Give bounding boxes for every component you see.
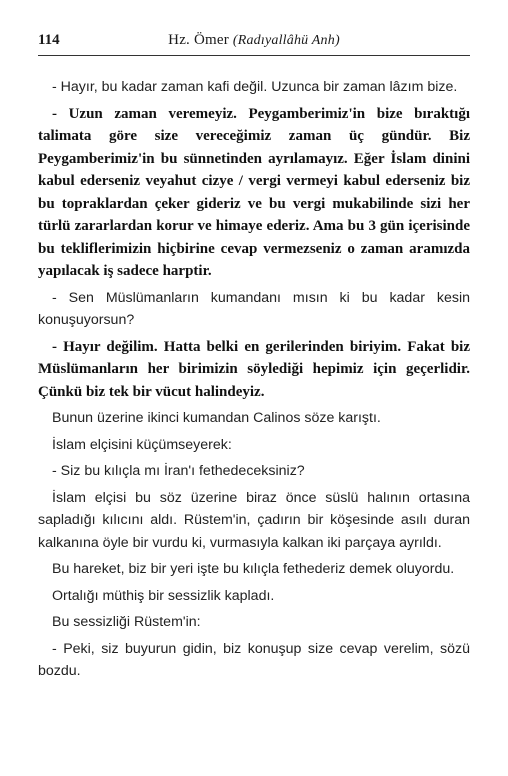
paragraph: Ortalığı müthiş bir sessizlik kapladı.	[52, 587, 275, 604]
page-header	[38, 32, 470, 54]
paragraph: - Siz bu kılıçla mı İran'ı fethedeceksiniz?	[52, 463, 305, 479]
paragraph: - Hayır değilim. Hatta belki en gerilerinden biriyim. Fakat biz Müslümanların her birimizin söylediği hepimiz için geçerlidir. Çünkü biz tek bir vücut halindeyiz.	[38, 338, 470, 400]
paragraph: Bu sessizliği Rüstem'in:	[52, 614, 201, 630]
paragraph: - Hayır, bu kadar zaman kafi değil. Uzunca bir zaman lâzım bize.	[52, 79, 458, 95]
paragraph: - Uzun zaman veremeyiz. Peygamberimiz'in bize bıraktığı talimata göre size vereceğimiz zaman üç gündür. Biz Peygamberimiz'in bu sünnetinden ayrılamayız. Eğer İslam dinini kabul ederseniz veyahut cizye / vergi vermeyi kabul ederseniz biz bu topraklardan çeker gideriz ve bu vergi mukabilinde sizi her türlü zararlardan korur ve himaye ederiz. Ama bu 3 gün içerisinde bu tekliflerimizin hiçbirine cevap vermezseniz o zaman aramızda yapılacak iş sadece harptir.	[38, 105, 470, 279]
running-title-italic: (Radıyallâhü Anh)	[232, 33, 340, 48]
paragraph: - Sen Müslümanların kumandanı mısın ki bu kadar kesin konuşuyorsun?	[38, 289, 470, 328]
body-text	[38, 76, 470, 687]
paragraph: Bunun üzerine ikinci kumandan Calinos söze karıştı.	[52, 410, 381, 426]
page-number: 114	[38, 32, 60, 48]
header-rule	[38, 55, 470, 56]
paragraph: İslam elçisini küçümseyerek:	[52, 436, 232, 453]
paragraph: Bu hareket, biz bir yeri işte bu kılıçla fethederiz demek oluyordu.	[52, 561, 455, 577]
paragraph: İslam elçisi bu söz üzerine biraz önce süslü halının ortasına sapladığı kılıcını aldı. Rüstem'in, çadırın bir köşesinde asılı duran kalkanına öyle bir vurdu ki, vurmasıyla kalkan iki parçaya ayrıldı.	[38, 489, 470, 551]
running-title	[38, 32, 470, 49]
paragraph: - Peki, siz buyurun gidin, biz konuşup size cevap verelim, sözü bozdu.	[38, 640, 470, 679]
running-title-main: Hz. Ömer	[168, 32, 229, 48]
